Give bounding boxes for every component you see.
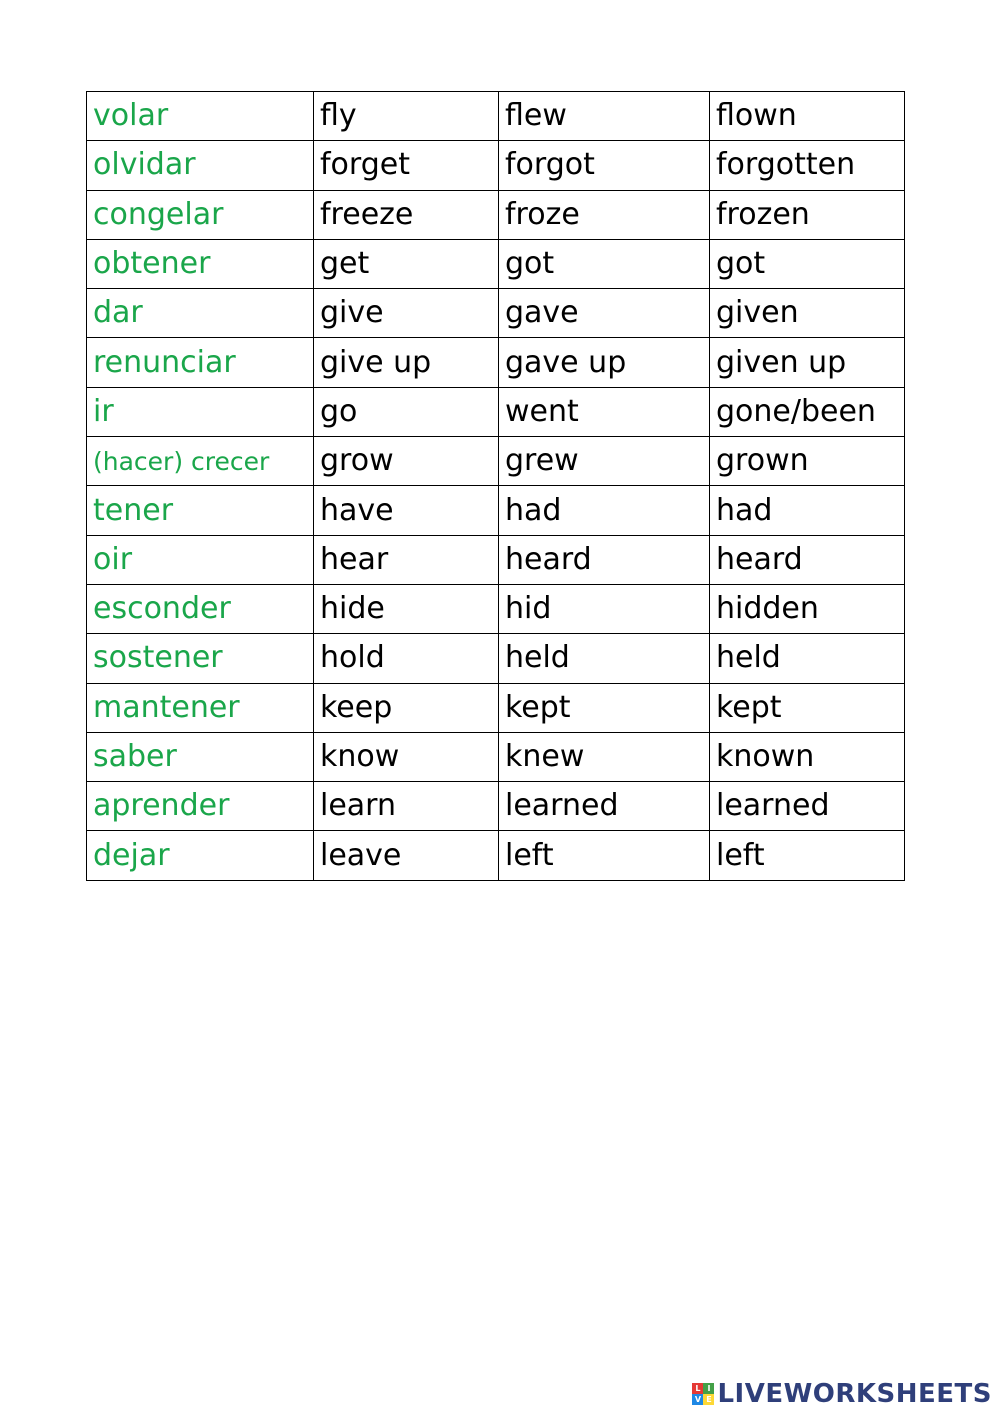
table-row	[87, 683, 905, 732]
past-simple-cell: grew	[499, 437, 710, 486]
table-row	[87, 486, 905, 535]
logo-letter: V	[692, 1394, 703, 1405]
past-participle-cell: given	[710, 289, 905, 338]
irregular-verbs-table	[86, 91, 905, 881]
spanish-verb-cell: olvidar	[87, 141, 314, 190]
past-participle-cell: grown	[710, 437, 905, 486]
past-simple-cell: flew	[499, 92, 710, 141]
liveworksheets-watermark	[692, 1381, 992, 1407]
past-participle-cell: left	[710, 831, 905, 880]
past-participle-cell: held	[710, 634, 905, 683]
spanish-verb-cell: tener	[87, 486, 314, 535]
base-form-cell: know	[314, 732, 499, 781]
spanish-verb-cell: dar	[87, 289, 314, 338]
base-form-cell: give	[314, 289, 499, 338]
past-participle-cell: heard	[710, 535, 905, 584]
base-form-cell: hear	[314, 535, 499, 584]
spanish-verb-cell: ir	[87, 387, 314, 436]
spanish-verb-cell: mantener	[87, 683, 314, 732]
table-row	[87, 584, 905, 633]
past-simple-cell: went	[499, 387, 710, 436]
table-row	[87, 535, 905, 584]
past-simple-cell: gave up	[499, 338, 710, 387]
past-participle-cell: given up	[710, 338, 905, 387]
base-form-cell: keep	[314, 683, 499, 732]
table-row	[87, 239, 905, 288]
past-simple-cell: held	[499, 634, 710, 683]
liveworksheets-logo-icon	[692, 1383, 714, 1405]
past-participle-cell: forgotten	[710, 141, 905, 190]
past-participle-cell: frozen	[710, 190, 905, 239]
past-simple-cell: forgot	[499, 141, 710, 190]
base-form-cell: get	[314, 239, 499, 288]
table-row	[87, 437, 905, 486]
table-row	[87, 92, 905, 141]
base-form-cell: fly	[314, 92, 499, 141]
base-form-cell: freeze	[314, 190, 499, 239]
base-form-cell: grow	[314, 437, 499, 486]
past-simple-cell: had	[499, 486, 710, 535]
past-participle-cell: kept	[710, 683, 905, 732]
spanish-verb-cell: congelar	[87, 190, 314, 239]
spanish-verb-cell: renunciar	[87, 338, 314, 387]
past-simple-cell: heard	[499, 535, 710, 584]
logo-letter: I	[703, 1383, 714, 1394]
base-form-cell: have	[314, 486, 499, 535]
base-form-cell: leave	[314, 831, 499, 880]
base-form-cell: forget	[314, 141, 499, 190]
table-row	[87, 190, 905, 239]
base-form-cell: learn	[314, 782, 499, 831]
table-row	[87, 141, 905, 190]
base-form-cell: hide	[314, 584, 499, 633]
past-simple-cell: gave	[499, 289, 710, 338]
logo-letter: E	[703, 1394, 714, 1405]
past-participle-cell: got	[710, 239, 905, 288]
table-row	[87, 634, 905, 683]
logo-letter: L	[692, 1383, 703, 1394]
table-row	[87, 732, 905, 781]
spanish-verb-cell: saber	[87, 732, 314, 781]
spanish-verb-cell: dejar	[87, 831, 314, 880]
past-participle-cell: had	[710, 486, 905, 535]
spanish-verb-cell: oir	[87, 535, 314, 584]
table-row	[87, 387, 905, 436]
base-form-cell: hold	[314, 634, 499, 683]
past-simple-cell: knew	[499, 732, 710, 781]
spanish-verb-cell: esconder	[87, 584, 314, 633]
past-participle-cell: known	[710, 732, 905, 781]
past-simple-cell: left	[499, 831, 710, 880]
table-row	[87, 782, 905, 831]
past-simple-cell: got	[499, 239, 710, 288]
past-participle-cell: hidden	[710, 584, 905, 633]
spanish-verb-cell: obtener	[87, 239, 314, 288]
base-form-cell: give up	[314, 338, 499, 387]
past-simple-cell: hid	[499, 584, 710, 633]
table-row	[87, 338, 905, 387]
spanish-verb-cell: aprender	[87, 782, 314, 831]
past-simple-cell: learned	[499, 782, 710, 831]
past-simple-cell: kept	[499, 683, 710, 732]
past-participle-cell: flown	[710, 92, 905, 141]
spanish-verb-cell: sostener	[87, 634, 314, 683]
table-row	[87, 289, 905, 338]
past-participle-cell: gone/been	[710, 387, 905, 436]
table-row	[87, 831, 905, 880]
spanish-verb-cell: (hacer) crecer	[87, 437, 314, 486]
base-form-cell: go	[314, 387, 499, 436]
verb-table-body	[87, 92, 905, 881]
spanish-verb-cell: volar	[87, 92, 314, 141]
watermark-text: LIVEWORKSHEETS	[717, 1379, 992, 1409]
past-simple-cell: froze	[499, 190, 710, 239]
past-participle-cell: learned	[710, 782, 905, 831]
